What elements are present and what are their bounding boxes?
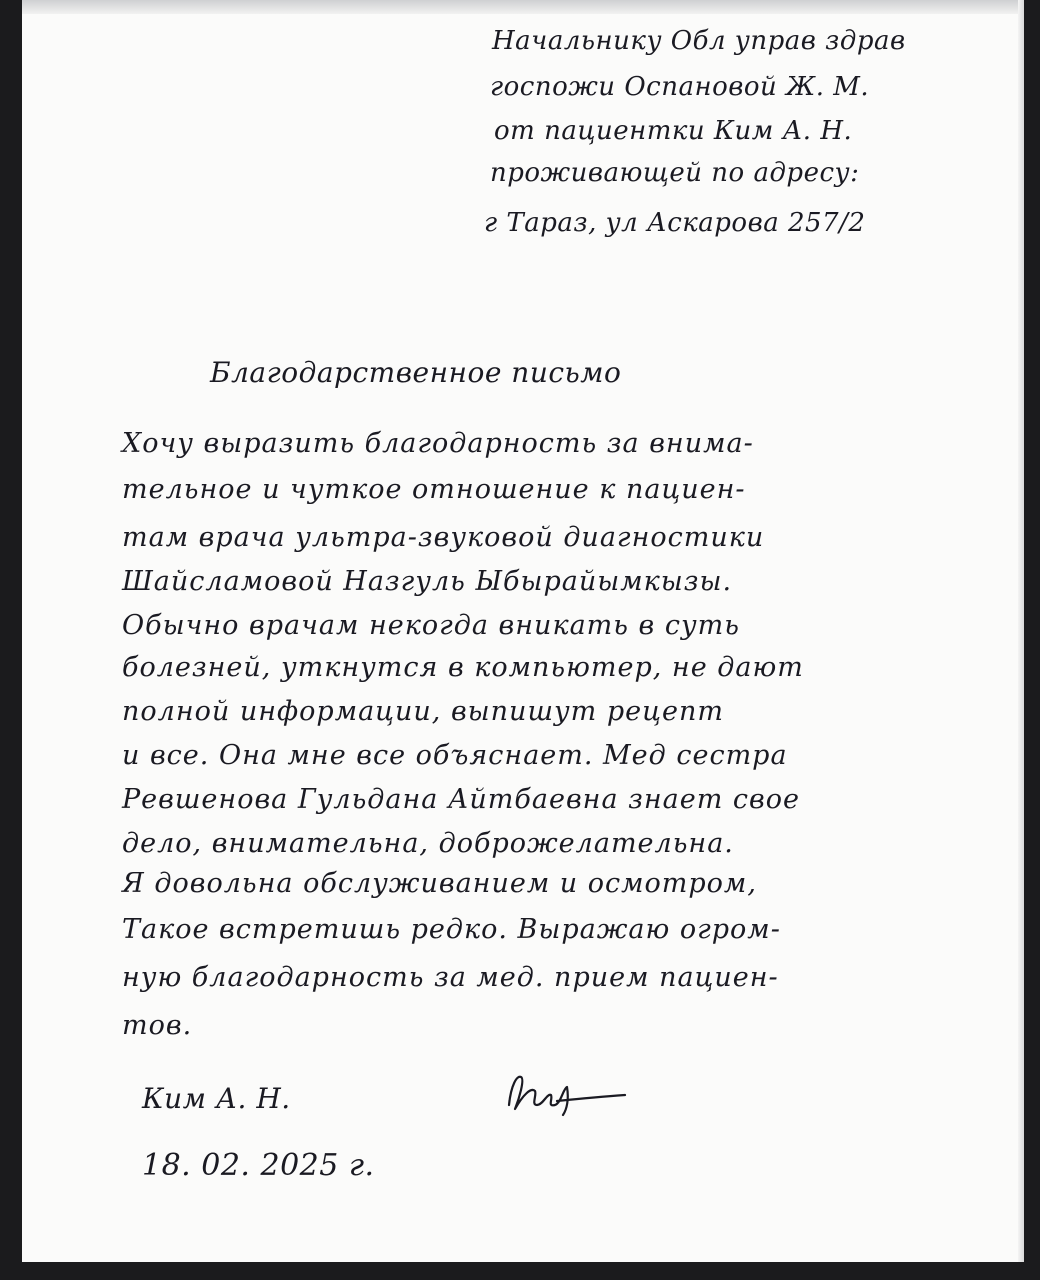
- letter-page: [22, 0, 1024, 1262]
- body-line: дело, внимательна, доброжелательна.: [122, 828, 734, 859]
- body-line: болезней, уткнутся в компьютер, не дают: [122, 652, 804, 683]
- letter-date: 18. 02. 2025 г.: [142, 1148, 375, 1183]
- body-line: Хочу выразить благодарность за внима-: [122, 428, 754, 459]
- addressee-line: госпожи Оспановой Ж. М.: [490, 72, 870, 102]
- sender-line: от пациентки Ким А. Н.: [494, 116, 853, 146]
- address-label-line: проживающей по адресу:: [490, 158, 860, 188]
- body-line: там врача ультра-звуковой диагностики: [122, 522, 765, 553]
- paper-edge-right: [1018, 0, 1024, 1262]
- addressee-line: Начальнику Обл управ здрав: [492, 26, 906, 56]
- body-line: ную благодарность за мед. прием пациен-: [122, 962, 779, 993]
- paper-edge-top: [22, 0, 1024, 14]
- handwritten-signature: [497, 1065, 637, 1125]
- body-line: Я довольна обслуживанием и осмотром,: [122, 868, 757, 899]
- author-name: Ким А. Н.: [142, 1082, 291, 1115]
- address-line: г Тараз, ул Аскарова 257/2: [484, 208, 866, 238]
- letter-title: Благодарственное письмо: [210, 356, 622, 389]
- body-line: Обычно врачам некогда вникать в суть: [122, 610, 740, 641]
- body-line: полной информации, выпишут рецепт: [122, 696, 724, 727]
- body-line: тов.: [122, 1010, 193, 1041]
- body-line: Такое встретишь редко. Выражаю огром-: [122, 914, 781, 945]
- body-line: тельное и чуткое отношение к пациен-: [122, 474, 746, 505]
- body-line: и все. Она мне все объяснает. Мед сестра: [122, 740, 788, 771]
- body-line: Шайсламовой Назгуль Ыбырайымкызы.: [122, 566, 733, 597]
- body-line: Ревшенова Гульдана Айтбаевна знает свое: [122, 784, 800, 815]
